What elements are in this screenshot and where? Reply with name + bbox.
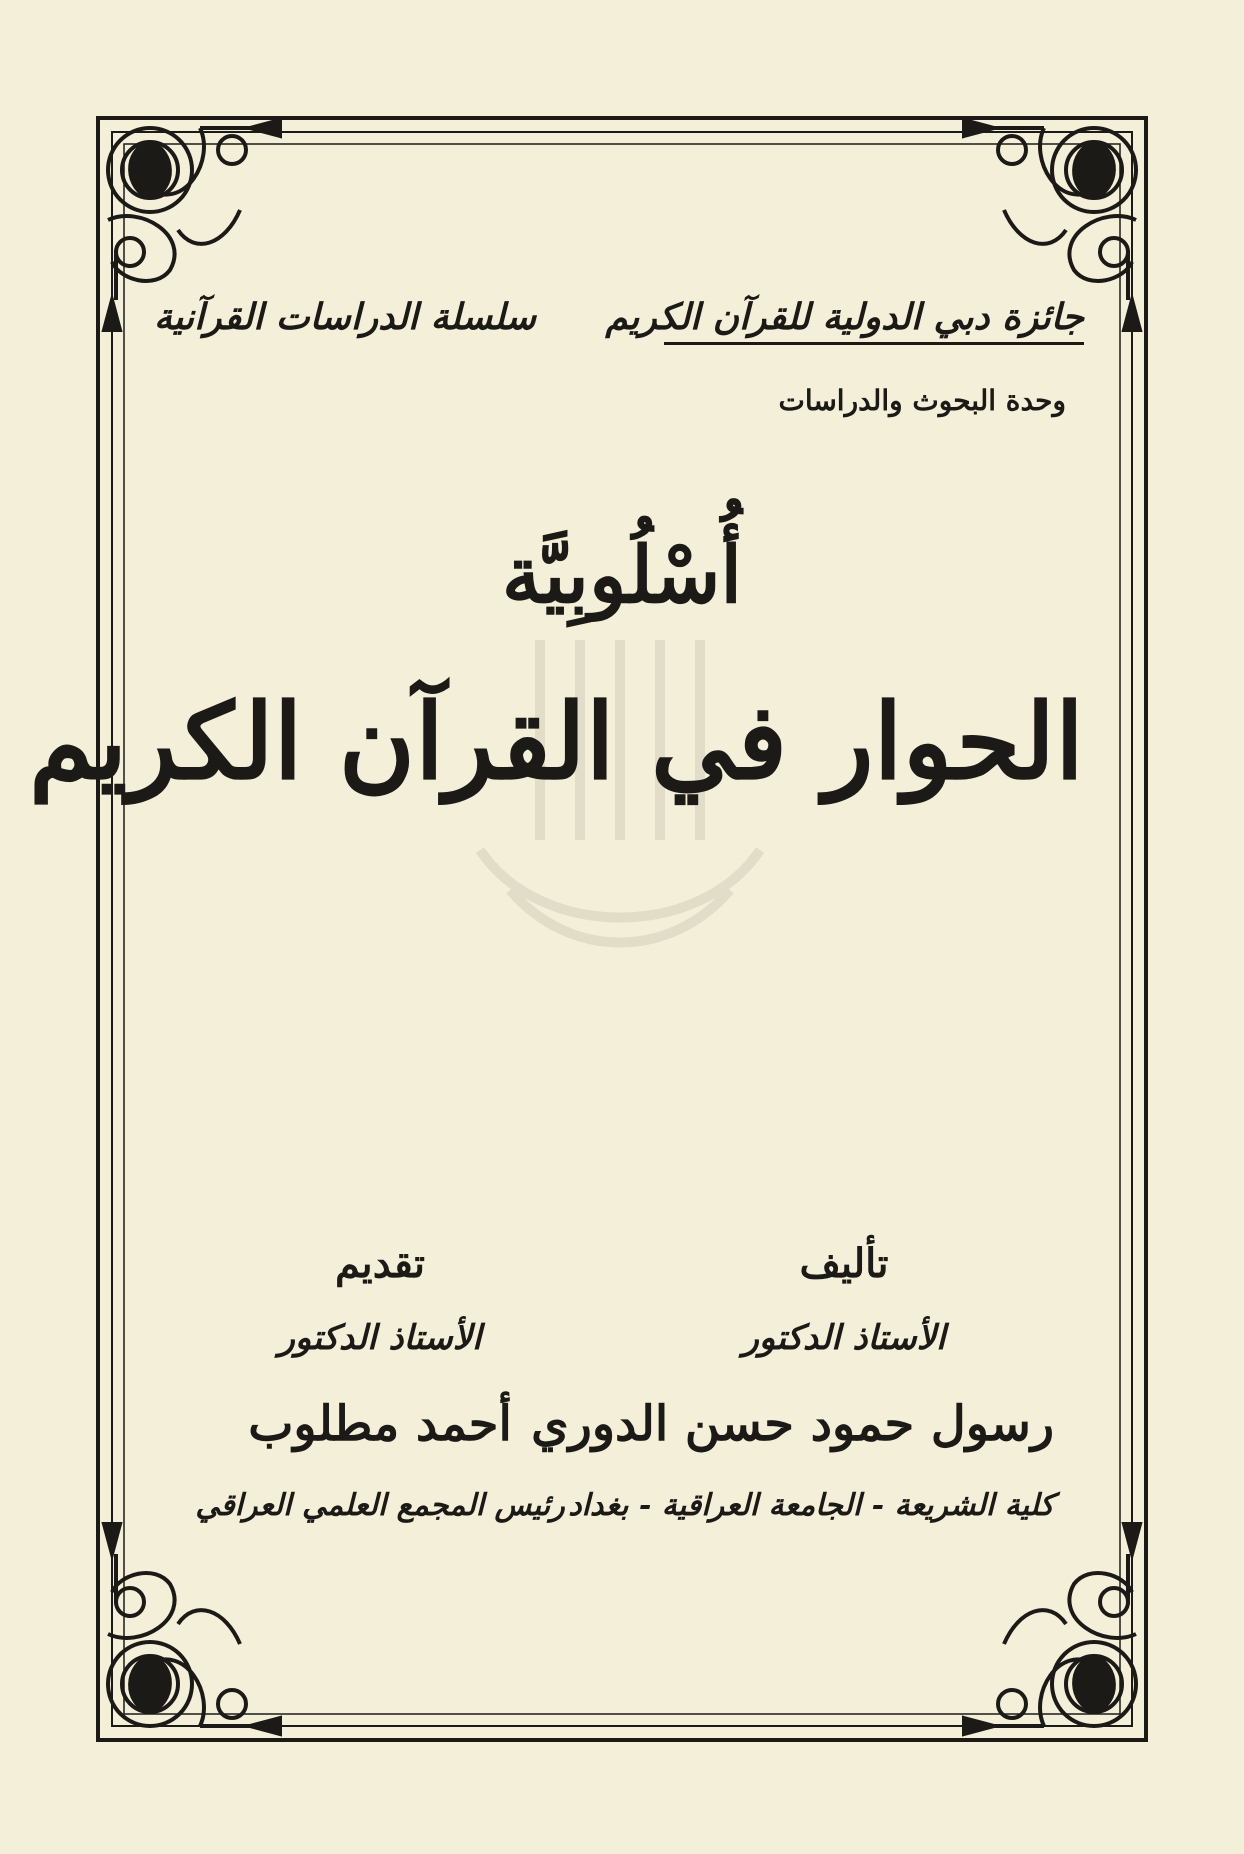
award-name: جائزة دبي الدولية للقرآن الكريم xyxy=(664,296,1084,345)
preface-affiliation: رئيس المجمع العلمي العراقي xyxy=(195,1488,565,1523)
title-line-2: الحوار في القرآن الكريم xyxy=(29,680,1084,803)
author-affiliation: كلية الشريعة - الجامعة العراقية - بغداد xyxy=(568,1488,1054,1523)
title-line-1: أُسْلُوبِيَّة xyxy=(501,530,743,621)
series-name: سلسلة الدراسات القرآنية xyxy=(154,296,536,338)
preface-label: تقديم xyxy=(334,1240,426,1287)
preface-role: الأستاذ الدكتور xyxy=(278,1318,482,1358)
author-name: رسول حمود حسن الدوري xyxy=(531,1396,1054,1452)
author-label: تأليف xyxy=(799,1240,889,1287)
research-unit: وحدة البحوث والدراسات xyxy=(778,384,1066,417)
author-role: الأستاذ الدكتور xyxy=(742,1318,946,1358)
preface-name: أحمد مطلوب xyxy=(248,1396,512,1452)
